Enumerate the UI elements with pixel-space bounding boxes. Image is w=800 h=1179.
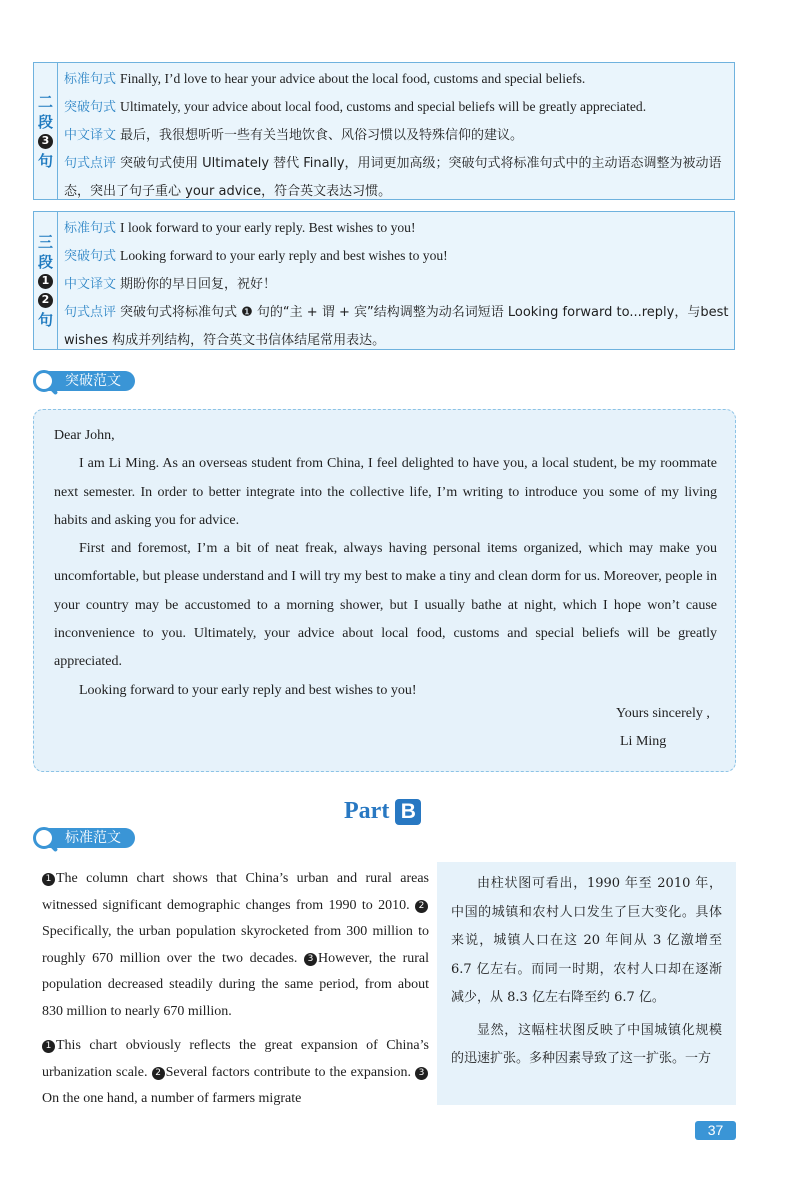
letter-paragraph: I am Li Ming. As an overseas student from China, I feel delighted to have you, a local student, be my roommate next semester. In order to better integrate into the collective life, I’m writing to introduce you some of my living habits and asking you for advice. — [54, 456, 717, 528]
standard-sentence-row: 标准句式 Finally, I’d love to hear your advice about the local food, customs and special beliefs. — [64, 71, 586, 87]
box-side-label: 三 段 1 2 句 — [34, 212, 58, 349]
chinese-translation — [437, 862, 736, 1105]
breakthrough-sentence-row: 突破句式 Looking forward to your early reply and best wishes to you! — [64, 248, 448, 264]
letter-signature: Li Ming — [620, 734, 667, 749]
part-letter-badge: B — [395, 799, 421, 825]
english-paragraph-1: 1 The column chart shows that China’s urban and rural areas witnessed significant demographic changes from 1990 to 2010. 2Specifically, the urban population skyrocketed from 300 million to roughly 670 million over the two decades. 3 However, the rural population decreased steadily during the same period, from about 830 million to nearly 670 million. — [42, 871, 430, 1019]
box-body — [64, 65, 730, 205]
box-body — [64, 214, 730, 354]
english-essay — [42, 866, 429, 1121]
sentence-comment-row: 句式点评 突破句式将标准句式 ❶ 句的“主 + 谓 + 宾”结构调整为动名词短语 Looking forward to...reply，与best wishes 构成并列结构，符合英文书信体结尾常用表达。 — [64, 305, 729, 348]
box-side-label: 二 段 3 句 — [34, 63, 58, 199]
chinese-paragraph-2: 显然，这幅柱状图反映了中国城镇化规模的迅速扩张。多种因素导致了这一扩张。一方 — [451, 1022, 722, 1066]
letter-greeting: Dear John, — [54, 428, 115, 443]
letter-paragraph: Looking forward to your early reply and best wishes to you! — [79, 682, 417, 698]
sample-letter — [33, 409, 736, 772]
section-heading-breakthrough: 突破范文 — [33, 370, 149, 392]
english-paragraph-2: 1 This chart obviously reflects the great expansion of China’s urbanization scale. 2 Several factors contribute to the expansion. 3On the one hand, a number of farmers migrate — [42, 1038, 429, 1106]
breakthrough-sentence-row: 突破句式 Ultimately, your advice about local food, customs and special beliefs will be greatly appreciated. — [64, 99, 647, 115]
analysis-box-paragraph2-sentence3 — [33, 62, 735, 200]
chinese-translation-row: 中文译文 期盼你的早日回复，祝好！ — [64, 277, 277, 292]
magnifier-icon — [33, 827, 55, 849]
letter-closing: Yours sincerely , — [616, 706, 710, 721]
sentence-comment-row: 句式点评 突破句式使用 Ultimately 替代 Finally，用词更加高级；突破句式将标准句式中的主动语态调整为被动语态，突出了句子重心 your advice，符合英文表达习惯。 — [64, 156, 722, 199]
magnifier-icon — [33, 370, 55, 392]
page-number: 37 — [695, 1121, 736, 1140]
part-title: Part B — [344, 798, 421, 825]
standard-sentence-row: 标准句式 I look forward to your early reply. Best wishes to you! — [64, 220, 416, 236]
letter-paragraph: First and foremost, I’m a bit of neat freak, always having personal items organized, which may make you uncomfortable, but please understand and I will try my best to make a tiny and clean dorm for us. Moreover, people in your country may be accustomed to a morning shower, but I usually bathe at night, which I hope won’t cause inconvenience to you. Ultimately, your advice about local food, customs and special beliefs will be greatly appreciated. — [54, 541, 717, 670]
chinese-translation-row: 中文译文 最后，我很想听听一些有关当地饮食、风俗习惯以及特殊信仰的建议。 — [64, 128, 524, 143]
analysis-box-paragraph3-sentences12 — [33, 211, 735, 350]
section-heading-standard: 标准范文 — [33, 827, 149, 849]
chinese-paragraph-1: 由柱状图可看出，1990 年至 2010 年，中国的城镇和农村人口发生了巨大变化。具体来说，城镇人口在这 20 年间从 3 亿激增至 6.7 亿左右。而同一时期，农村人口却在逐渐减少，从 8.3 亿左右降至约 6.7 亿。 — [451, 876, 722, 1005]
